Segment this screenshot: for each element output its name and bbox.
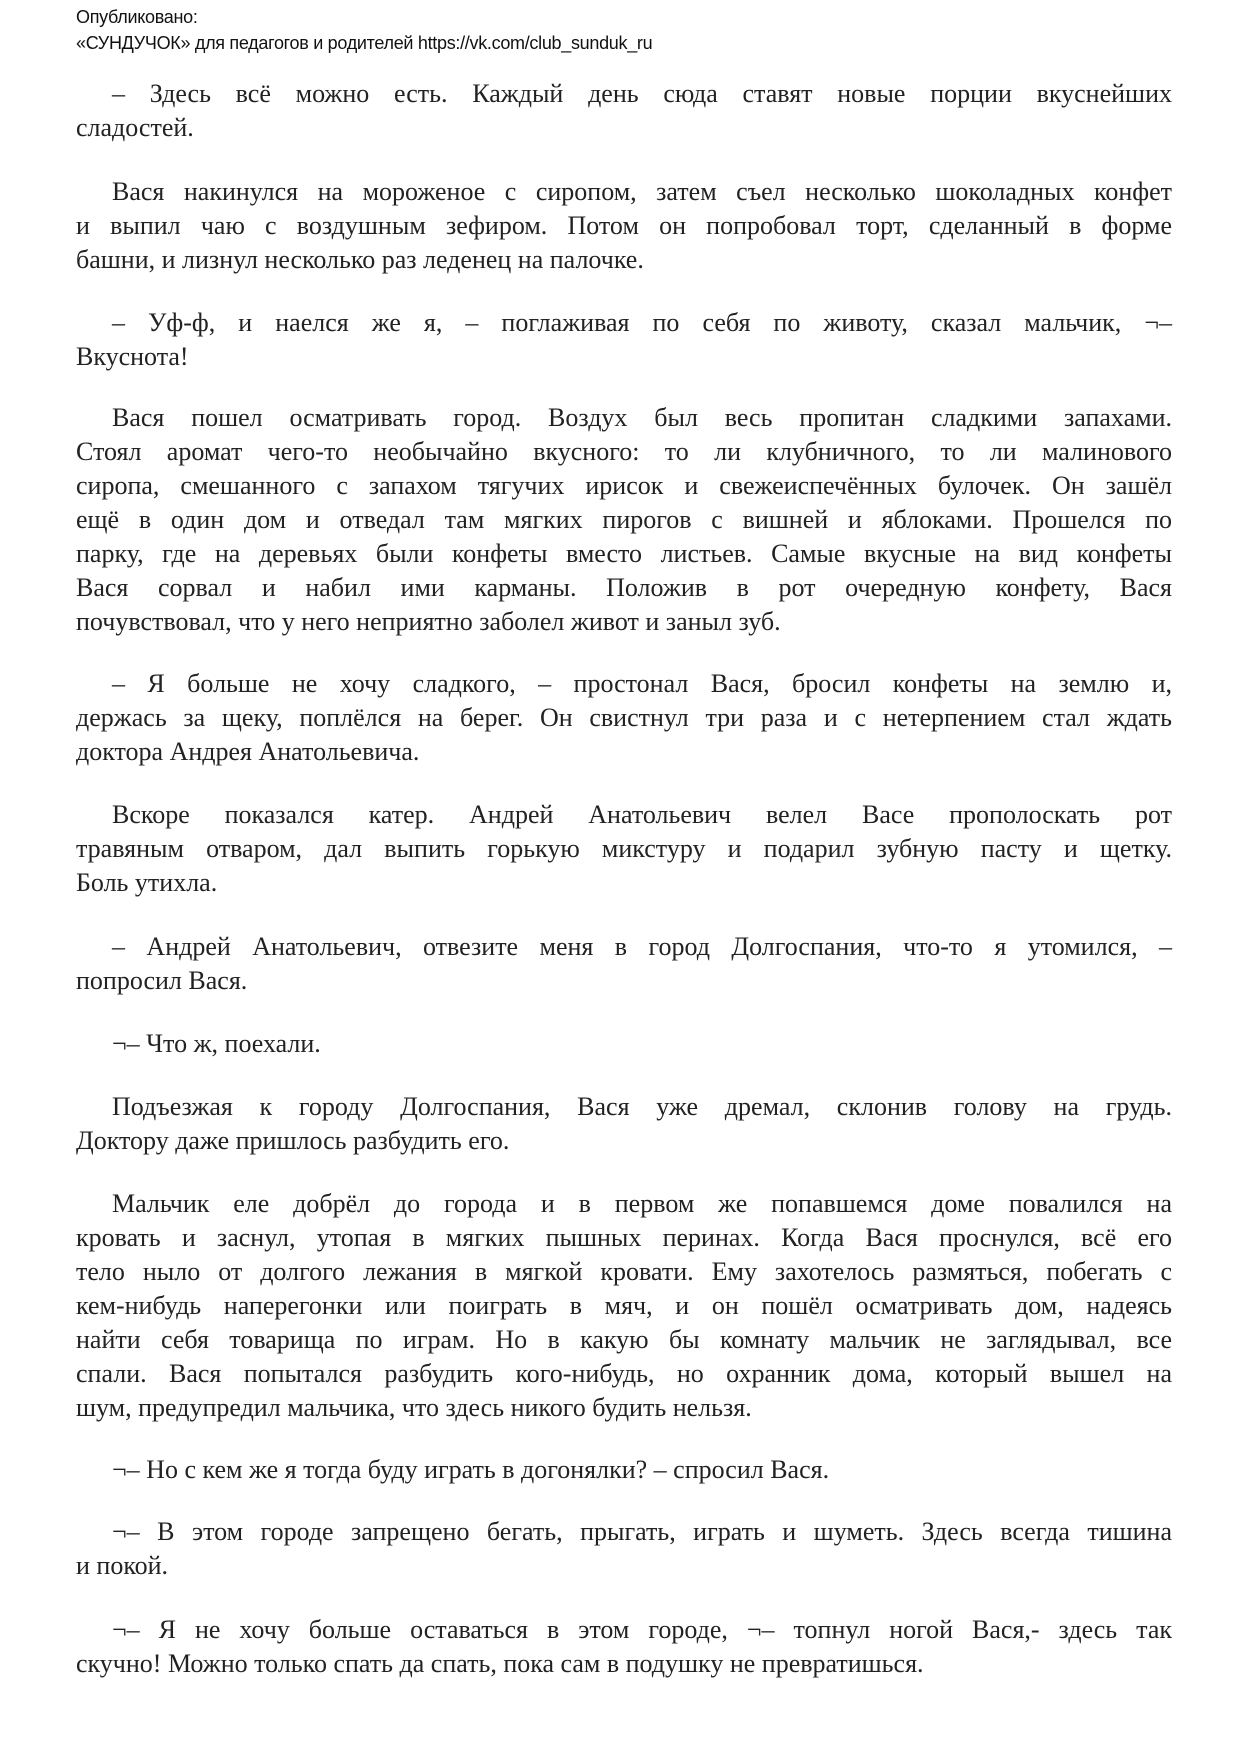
text-line: Боль утихла. [76, 868, 218, 897]
text-line: Вася накинулся на мороженое с сиропом, затем съел несколько шоколадных конфет [112, 177, 1172, 206]
text-line: попросил Вася. [76, 966, 248, 995]
text-line: – Здесь всё можно есть. Каждый день сюда ставят новые порции вкуснейших [112, 79, 1172, 108]
text-line: почувствовал, что у него неприятно заболел живот и заныл зуб. [76, 607, 781, 636]
text-line: Мальчик еле добрёл до города и в первом же попавшемся доме повалился на [112, 1189, 1172, 1218]
paragraph [76, 1090, 1172, 1158]
text-line: – Уф-ф, и наелся же я, – поглаживая по себя по животу, сказал мальчик, ¬– [112, 308, 1172, 337]
text-line: ¬– Что ж, поехали. [112, 1029, 321, 1058]
paragraph [76, 1027, 1172, 1061]
text-line: ¬– Я не хочу больше оставаться в этом городе, ¬– топнул ногой Вася,- здесь так [112, 1615, 1172, 1644]
published-label: Опубликовано: [76, 7, 198, 27]
text-line: – Андрей Анатольевич, отвезите меня в город Долгоспания, что-то я утомился, – [112, 932, 1172, 961]
paragraph [76, 1187, 1172, 1425]
text-line: держась за щеку, поплёлся на берег. Он свистнул три раза и с нетерпением стал ждать [76, 703, 1172, 732]
paragraph [76, 175, 1172, 277]
text-line: скучно! Можно только спать да спать, пока сам в подушку не превратишься. [76, 1649, 924, 1678]
text-line: Доктору даже пришлось разбудить его. [76, 1126, 510, 1155]
source-line: «СУНДУЧОК» для педагогов и родителей https://vk.com/club_sunduk_ru [76, 33, 653, 53]
text-line: парку, где на деревьях были конфеты вместо листьев. Самые вкусные на вид конфеты [76, 539, 1172, 568]
text-line: сиропа, смешанного с запахом тягучих ирисок и свежеиспечённых булочек. Он зашёл [76, 471, 1172, 500]
text-line: Подъезжая к городу Долгоспания, Вася уже дремал, склонив голову на грудь. [112, 1092, 1172, 1121]
paragraph [76, 798, 1172, 900]
text-line: ¬– Но с кем же я тогда буду играть в догонялки? – спросил Вася. [112, 1455, 830, 1484]
text-line: кровать и заснул, утопая в мягких пышных перинах. Когда Вася проснулся, всё его [76, 1223, 1172, 1252]
paragraph [76, 930, 1172, 998]
text-line: ¬– В этом городе запрещено бегать, прыгать, играть и шуметь. Здесь всегда тишина [112, 1517, 1172, 1546]
text-line: башни, и лизнул несколько раз леденец на палочке. [76, 245, 644, 274]
paragraph [76, 1515, 1172, 1583]
paragraph [76, 306, 1172, 374]
text-line: Вкуснота! [76, 342, 189, 371]
text-line: тело ныло от долгого лежания в мягкой кровати. Ему захотелось размяться, побегать с [76, 1257, 1172, 1286]
text-line: доктора Андрея Анатольевича. [76, 737, 420, 766]
text-line: Стоял аромат чего-то необычайно вкусного: то ли клубничного, то ли малинового [76, 437, 1172, 466]
text-line: травяным отваром, дал выпить горькую микстуру и подарил зубную пасту и щетку. [76, 834, 1172, 863]
text-line: сладостей. [76, 113, 194, 142]
text-line: спали. Вася попытался разбудить кого-нибудь, но охранник дома, который вышел на [76, 1359, 1172, 1388]
text-line: Вскоре показался катер. Андрей Анатольевич велел Васе прополоскать рот [112, 800, 1172, 829]
paragraph [76, 77, 1172, 145]
text-line: – Я больше не хочу сладкого, – простонал Вася, бросил конфеты на землю и, [112, 669, 1172, 698]
text-line: Вася пошел осматривать город. Воздух был весь пропитан сладкими запахами. [112, 403, 1172, 432]
paragraph [76, 1613, 1172, 1681]
text-line: шум, предупредил мальчика, что здесь никого будить нельзя. [76, 1393, 752, 1422]
text-line: найти себя товарища по играм. Но в какую бы комнату мальчик не заглядывал, все [76, 1325, 1172, 1354]
paragraph [76, 401, 1172, 639]
paragraph [76, 667, 1172, 769]
text-line: Вася сорвал и набил ими карманы. Положив в рот очередную конфету, Вася [76, 573, 1172, 602]
paragraph [76, 1453, 1172, 1487]
text-line: и выпил чаю с воздушным зефиром. Потом он попробовал торт, сделанный в форме [76, 211, 1172, 240]
text-line: кем-нибудь наперегонки или поиграть в мяч, и он пошёл осматривать дом, надеясь [76, 1291, 1172, 1320]
text-line: и покой. [76, 1551, 169, 1580]
text-line: ещё в один дом и отведал там мягких пирогов с вишней и яблоками. Прошелся по [76, 505, 1172, 534]
